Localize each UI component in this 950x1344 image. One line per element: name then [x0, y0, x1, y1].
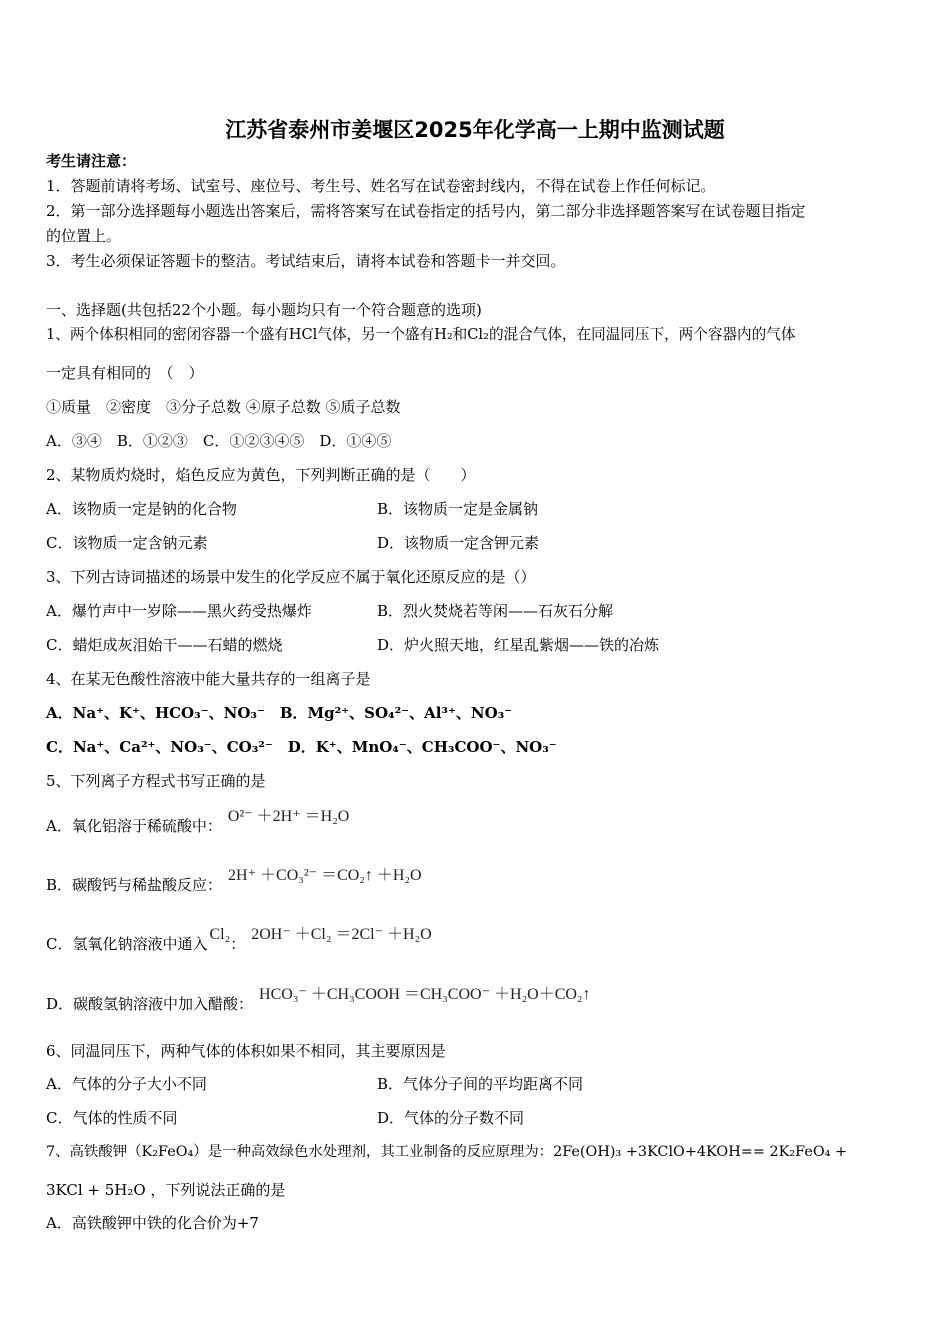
- q5-option-c-label: C．氢氧化钠溶液中通入: [46, 935, 208, 953]
- notice-item-1: 1．答题前请将考场、试室号、座位号、考生号、姓名写在试卷密封线内，不得在试卷上作任何标记。: [46, 177, 716, 195]
- q5-option-b-label: B．碳酸钙与稀盐酸反应：: [46, 876, 223, 894]
- q5-option-c: [46, 926, 432, 955]
- q7-option-a: A．高铁酸钾中铁的化合价为+7: [46, 1214, 259, 1232]
- q7-stem-cont: 3KCl + 5H₂O ，下列说法正确的是: [46, 1181, 286, 1199]
- notice-item-2: 2．第一部分选择题每小题选出答案后，需将答案写在试卷指定的括号内，第二部分非选择题答案写在试卷题目指定: [46, 202, 806, 220]
- q2-stem: 2、某物质灼烧时，焰色反应为黄色，下列判断正确的是（ ）: [46, 466, 476, 484]
- notice-item-3: 3．考生必须保证答题卡的整洁。考试结束后，请将本试卷和答题卡一并交回。: [46, 252, 566, 270]
- q3-option-b: B．烈火焚烧若等闲——石灰石分解: [377, 602, 614, 620]
- q5-option-c-sep: ：: [230, 935, 246, 953]
- q5-option-c-gas: Cl₂: [209, 926, 231, 943]
- q5-option-d-equation: HCO₃⁻ ＋CH₃COOH ＝CH₃COO⁻ ＋H₂O＋CO₂↑: [259, 986, 591, 1003]
- q3-option-a: A．爆竹声中一岁除——黑火药受热爆炸: [46, 602, 312, 620]
- q6-option-c: C．气体的性质不同: [46, 1109, 178, 1127]
- q6-option-a: A．气体的分子大小不同: [46, 1075, 207, 1093]
- q5-stem: 5、下列离子方程式书写正确的是: [46, 772, 266, 790]
- q6-option-d: D．气体的分子数不同: [377, 1109, 525, 1127]
- q5-option-d: [46, 986, 591, 1015]
- q3-stem: 3、下列古诗词描述的场景中发生的化学反应不属于氧化还原反应的是（）: [46, 568, 536, 586]
- q6-stem: 6、同温同压下，两种气体的体积如果不相同，其主要原因是: [46, 1042, 446, 1060]
- q1-options: A．③④ B．①②③ C．①②③④⑤ D．①④⑤: [46, 432, 392, 450]
- q2-option-b: B．该物质一定是金属钠: [377, 500, 539, 518]
- q5-option-b: [46, 867, 422, 896]
- q2-option-a: A．该物质一定是钠的化合物: [46, 500, 237, 518]
- q2-option-d: D．该物质一定含钾元素: [377, 534, 540, 552]
- notice-item-2-cont: 的位置上。: [46, 227, 122, 245]
- q7-stem: 7、高铁酸钾（K₂FeO₄）是一种高效绿色水处理剂，其工业制备的反应原理为：2Fe(OH)₃ +3KClO+4KOH== 2K₂FeO₄ +: [46, 1144, 848, 1160]
- page-title: 江苏省泰州市姜堰区2025年化学高一上期中监测试题: [225, 118, 725, 142]
- q6-option-b: B．气体分子间的平均距离不同: [377, 1075, 584, 1093]
- q5-option-a: [46, 808, 350, 837]
- q3-option-d: D．炉火照天地，红星乱紫烟——铁的冶炼: [377, 636, 660, 654]
- q1-stem-cont: 一定具有相同的 （ ）: [46, 364, 204, 382]
- q4-options-ab: A．Na⁺、K⁺、HCO₃⁻、NO₃⁻ B．Mg²⁺、SO₄²⁻、Al³⁺、NO₃⁻: [46, 704, 513, 722]
- q3-option-c: C．蜡炬成灰泪始干——石蜡的燃烧: [46, 636, 283, 654]
- q5-option-c-equation: 2OH⁻ ＋Cl₂ ＝2Cl⁻ ＋H₂O: [251, 926, 432, 943]
- q1-stem: 1、两个体积相同的密闭容器一个盛有HCl气体，另一个盛有H₂和Cl₂的混合气体，在同温同压下，两个容器内的气体: [46, 326, 796, 343]
- q5-option-b-equation: 2H⁺ ＋CO₃²⁻ ＝CO₂↑ ＋H₂O: [228, 867, 422, 884]
- q1-items: ①质量 ②密度 ③分子总数 ④原子总数 ⑤质子总数: [46, 398, 401, 416]
- section-heading: 一、选择题(共包括22个小题。每小题均只有一个符合题意的选项): [46, 301, 482, 319]
- q5-option-a-label: A．氧化铝溶于稀硫酸中：: [46, 817, 222, 835]
- q4-options-cd: C．Na⁺、Ca²⁺、NO₃⁻、CO₃²⁻ D．K⁺、MnO₄⁻、CH₃COO⁻、NO₃⁻: [46, 738, 557, 756]
- notice-header: 考生请注意：: [46, 152, 137, 170]
- q2-option-c: C．该物质一定含钠元素: [46, 534, 208, 552]
- q5-option-a-equation: O²⁻ ＋2H⁺ ＝H₂O: [227, 808, 350, 825]
- q5-option-d-label: D．碳酸氢钠溶液中加入醋酸：: [46, 995, 254, 1013]
- q4-stem: 4、在某无色酸性溶液中能大量共存的一组离子是: [46, 670, 371, 688]
